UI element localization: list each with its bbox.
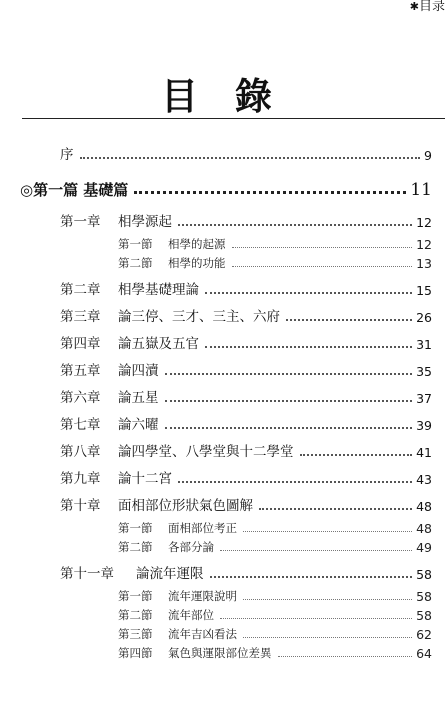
chapter-title: 論四瀆	[118, 363, 159, 379]
toc-section-entry[interactable]	[118, 539, 432, 555]
section-number: 第四節	[118, 646, 153, 660]
toc-chapter-entry[interactable]	[60, 282, 432, 298]
chapter-title: 論流年運限	[136, 566, 204, 582]
chapter-title: 論四學堂、八學堂與十二學堂	[118, 444, 294, 460]
section-title: 各部分論	[168, 540, 214, 554]
chapter-number: 第十一章	[60, 566, 114, 582]
toc-section-entry[interactable]	[118, 645, 432, 661]
dot-leader	[278, 656, 413, 657]
page-number: 11	[410, 180, 432, 200]
toc-section-entry[interactable]	[118, 588, 432, 604]
running-header	[410, 0, 445, 14]
dot-leader	[80, 157, 421, 159]
dot-leader	[286, 319, 412, 321]
page-number: 58	[416, 589, 432, 604]
page-number: 58	[416, 608, 432, 623]
page-number: 35	[416, 364, 432, 379]
page-number: 48	[416, 499, 432, 514]
dot-leader	[178, 481, 412, 483]
chapter-number: 第九章	[60, 471, 101, 487]
chapter-number: 第五章	[60, 363, 101, 379]
toc-chapter-entry[interactable]	[60, 566, 432, 582]
toc-chapter-entry[interactable]	[60, 363, 432, 379]
dot-leader	[165, 427, 413, 429]
chapter-title: 論五星	[118, 390, 159, 406]
toc-entry-preface[interactable]	[60, 147, 432, 163]
section-title: 相學的功能	[168, 256, 226, 270]
page-title: 目 錄	[161, 74, 284, 118]
page-number: 26	[416, 310, 432, 325]
dot-leader	[220, 550, 412, 551]
chapter-number: 第八章	[60, 444, 101, 460]
chapter-title: 相學基礎理論	[118, 282, 199, 298]
chapter-title: 論五嶽及五官	[118, 336, 199, 352]
toc-section-entry[interactable]	[118, 626, 432, 642]
part-label: ◎第一篇 基礎篇	[20, 181, 129, 199]
toc-part-1[interactable]	[20, 178, 432, 200]
dot-leader	[300, 454, 413, 456]
toc-chapter-entry[interactable]	[60, 390, 432, 406]
toc-chapter-entry[interactable]	[60, 214, 432, 230]
page-number: 31	[416, 337, 432, 352]
section-title: 面相部位考正	[168, 521, 237, 535]
title-divider	[22, 118, 445, 119]
page-number: 39	[416, 418, 432, 433]
chapter-number: 第四章	[60, 336, 101, 352]
page-number: 37	[416, 391, 432, 406]
page-number: 49	[416, 540, 432, 555]
chapter-title: 論三停、三才、三主、六府	[118, 309, 280, 325]
section-number: 第三節	[118, 627, 153, 641]
dot-leader	[205, 346, 412, 348]
dot-leader	[205, 292, 412, 294]
toc-section-entry[interactable]	[118, 520, 432, 536]
dot-leader	[220, 618, 412, 619]
dot-leader	[243, 637, 412, 638]
page-number: 15	[416, 283, 432, 298]
dot-leader	[243, 599, 412, 600]
section-number: 第二節	[118, 256, 153, 270]
chapter-number: 第十章	[60, 498, 101, 514]
toc-chapter-entry[interactable]	[60, 444, 432, 460]
dot-leader	[210, 576, 413, 578]
section-number: 第一節	[118, 521, 153, 535]
section-number: 第二節	[118, 608, 153, 622]
section-title: 流年吉凶看法	[168, 627, 237, 641]
dot-leader	[259, 508, 412, 510]
running-header-text: 目录	[418, 0, 445, 14]
chapter-title: 相學源起	[118, 214, 172, 230]
dot-leader	[134, 191, 406, 194]
section-number: 第二節	[118, 540, 153, 554]
page-number: 43	[416, 472, 432, 487]
dot-leader	[243, 531, 412, 532]
chapter-title: 論六曜	[118, 417, 159, 433]
ornament-icon: ✱	[409, 0, 419, 13]
chapter-number: 第一章	[60, 214, 101, 230]
dot-leader	[165, 400, 413, 402]
page-number: 58	[416, 567, 432, 582]
toc-chapter-entry[interactable]	[60, 498, 432, 514]
section-number: 第一節	[118, 237, 153, 251]
chapter-number: 第七章	[60, 417, 101, 433]
toc-chapter-entry[interactable]	[60, 336, 432, 352]
section-number: 第一節	[118, 589, 153, 603]
dot-leader	[232, 247, 413, 248]
section-title: 相學的起源	[168, 237, 226, 251]
page-number: 62	[416, 627, 432, 642]
chapter-title: 面相部位形狀氣色圖解	[118, 498, 253, 514]
page-number: 12	[416, 237, 432, 252]
dot-leader	[232, 266, 413, 267]
page-number: 48	[416, 521, 432, 536]
page-number: 13	[416, 256, 432, 271]
toc-chapter-entry[interactable]	[60, 471, 432, 487]
dot-leader	[165, 373, 413, 375]
section-title: 流年運限說明	[168, 589, 237, 603]
toc-chapter-entry[interactable]	[60, 309, 432, 325]
page-number: 41	[416, 445, 432, 460]
preface-label: 序	[60, 147, 74, 163]
toc-section-entry[interactable]	[118, 255, 432, 271]
chapter-title: 論十二宮	[118, 471, 172, 487]
chapter-number: 第六章	[60, 390, 101, 406]
page-number: 12	[416, 215, 432, 230]
chapter-number: 第三章	[60, 309, 101, 325]
page-number: 64	[416, 646, 432, 661]
page-number: 9	[424, 148, 432, 163]
section-title: 氣色與運限部位差異	[168, 646, 272, 660]
toc-chapter-entry[interactable]	[60, 417, 432, 433]
section-title: 流年部位	[168, 608, 214, 622]
chapter-number: 第二章	[60, 282, 101, 298]
dot-leader	[178, 224, 412, 226]
toc-section-entry[interactable]	[118, 236, 432, 252]
toc-section-entry[interactable]	[118, 607, 432, 623]
